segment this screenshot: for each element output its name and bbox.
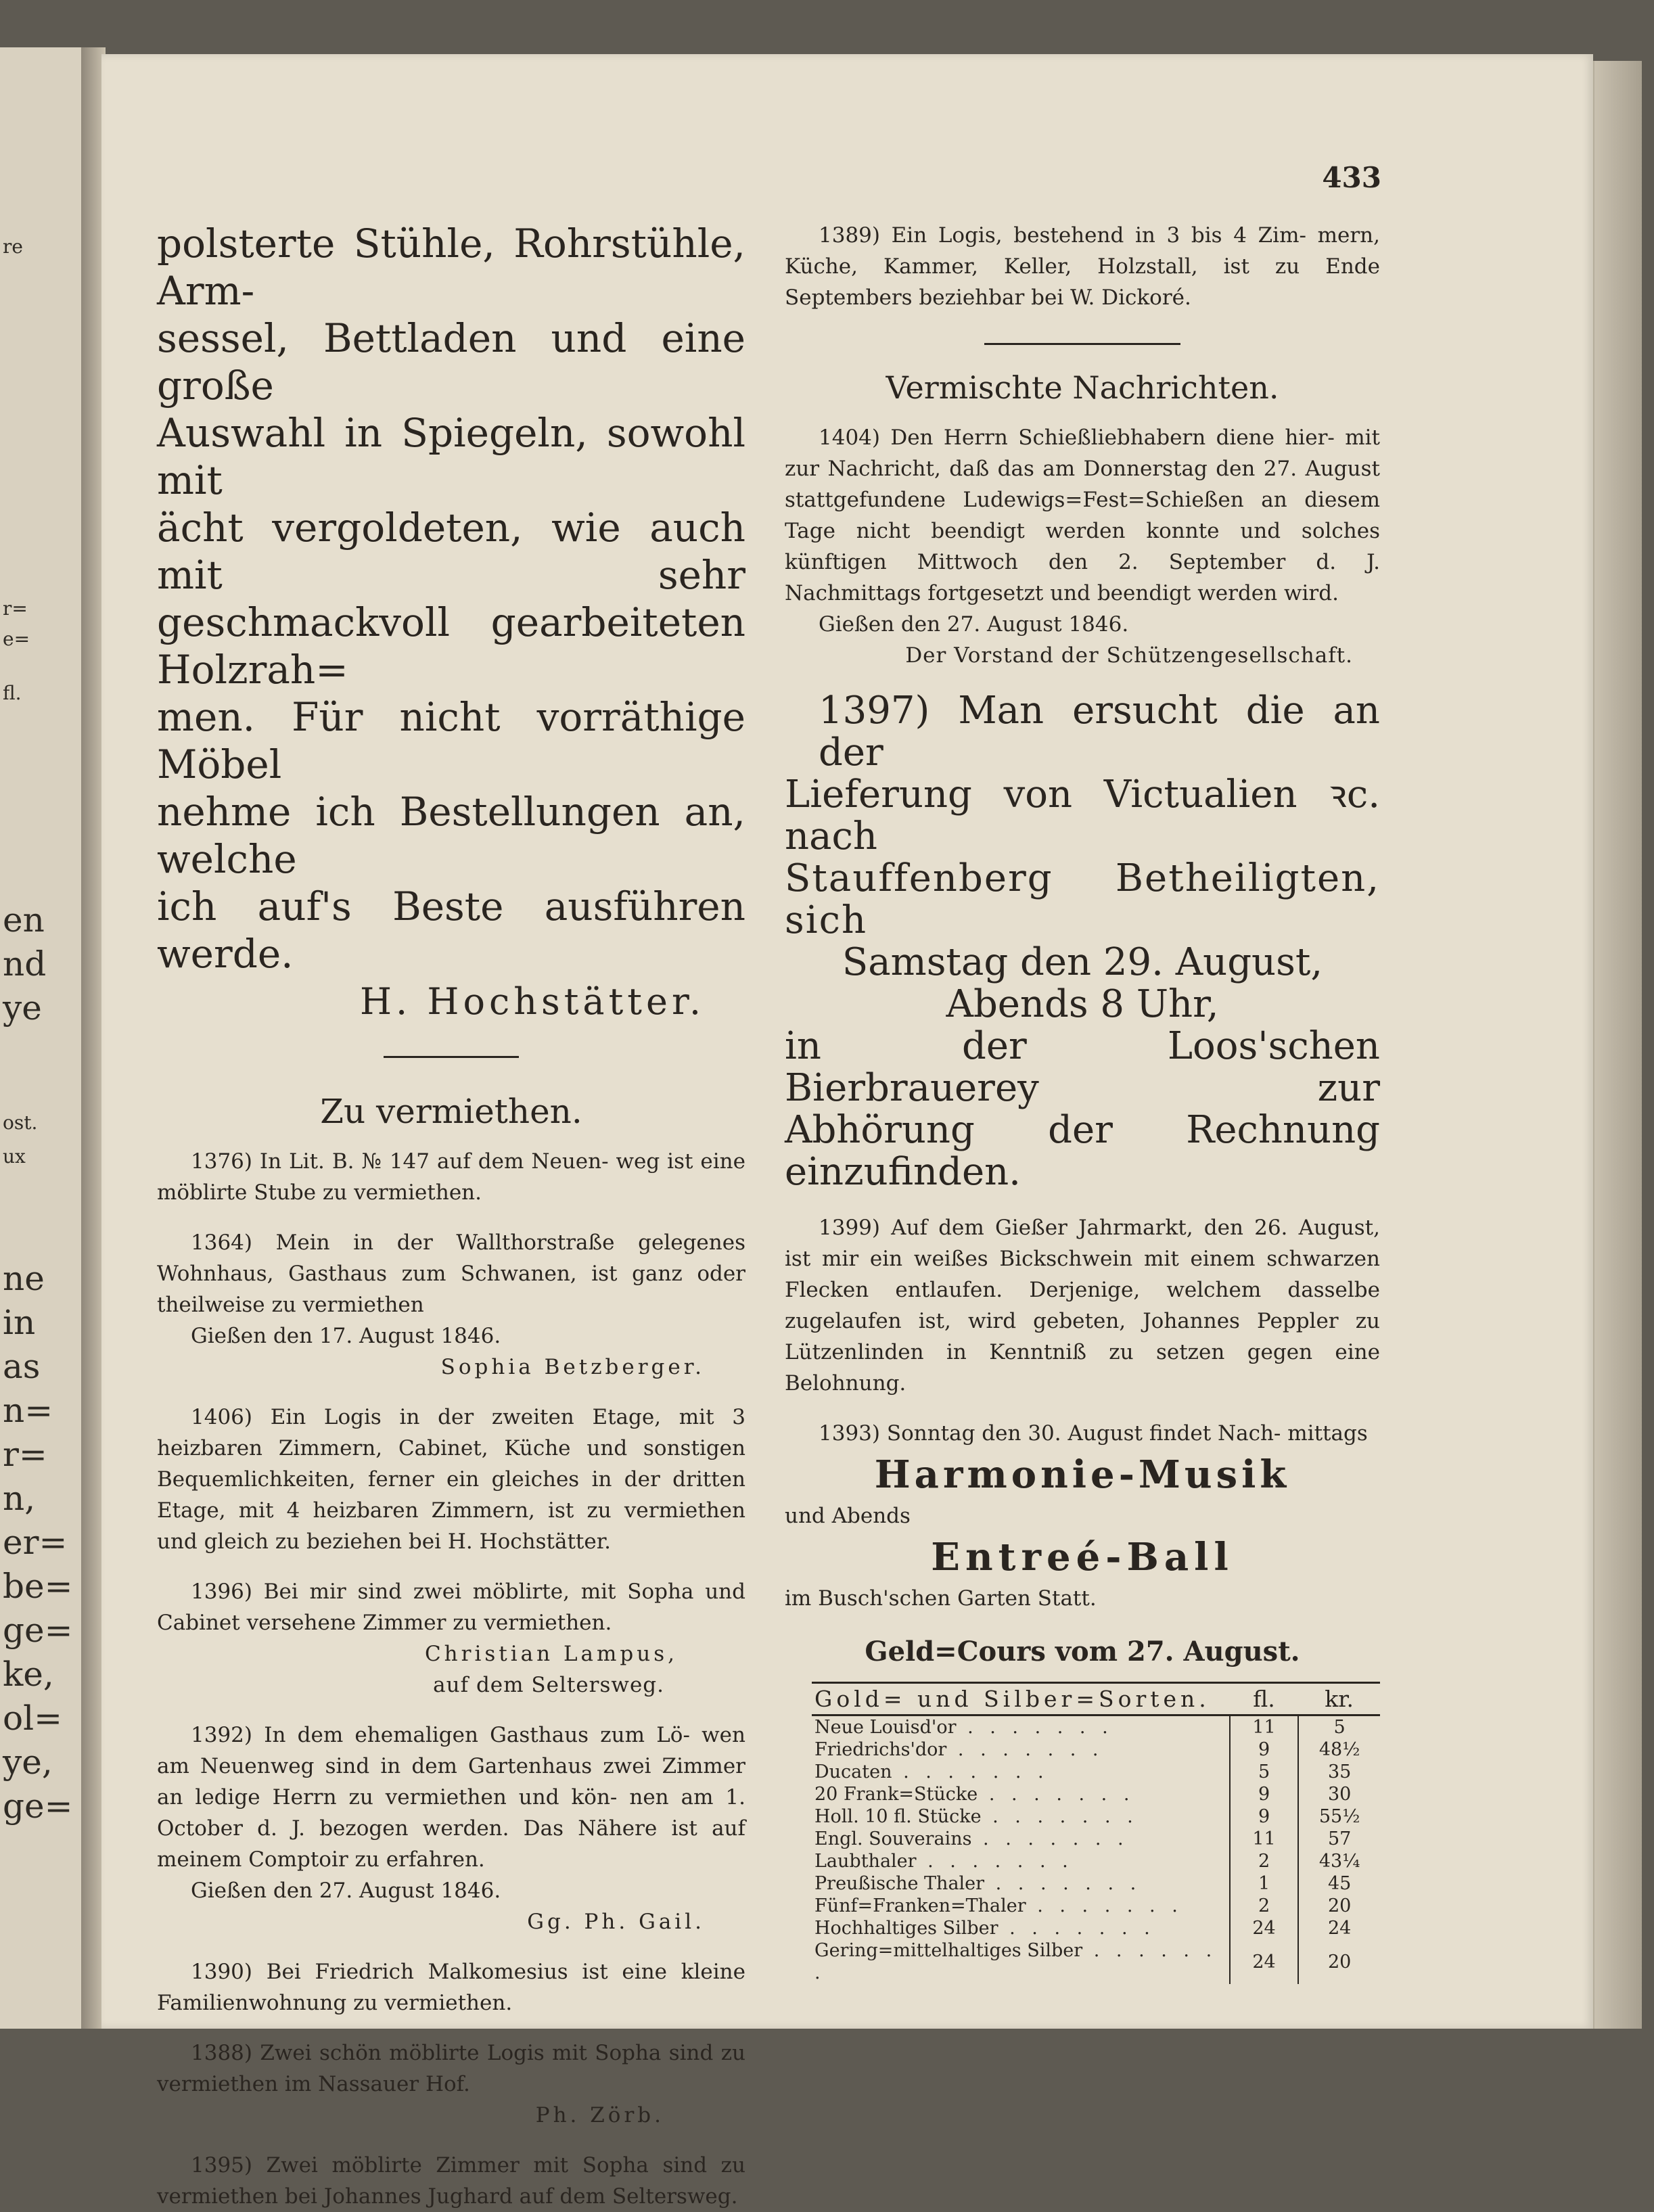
ad-1396-address: auf dem Seltersweg. [433, 1673, 664, 1697]
left-fragment: en [3, 900, 45, 940]
exchange-rates-body [812, 1715, 1380, 1985]
ad-1397-line: Abends 8 Uhr, [946, 982, 1219, 1026]
ad-1393-und-abends: und Abends [785, 1504, 911, 1528]
coin-name [812, 1828, 1230, 1850]
ad-1392-signature: Gg. Ph. Gail. [527, 1910, 705, 1934]
ad-1393-harmonie-musik: Harmonie-Musik [874, 1452, 1291, 1497]
value-fl: 2 [1230, 1850, 1298, 1872]
table-row [812, 1872, 1380, 1895]
table-row [812, 1828, 1380, 1850]
ad-1364-place-date: Gießen den 17. August 1846. [191, 1324, 501, 1348]
furniture-line: ich auf's Beste ausführen werde. [157, 883, 745, 977]
left-fragment: ne [3, 1259, 45, 1298]
furniture-line: men. Für nicht vorräthige Möbel [157, 694, 745, 787]
left-fragment: nd [3, 944, 47, 984]
left-fragment: r= [3, 597, 28, 620]
furniture-line: Auswahl in Spiegeln, sowohl mit [157, 410, 745, 503]
leader-dots: . . . . . . . [1026, 1895, 1183, 1916]
leader-dots: . . . . . . . [984, 1873, 1142, 1894]
value-kr: 57 [1327, 1828, 1352, 1849]
ad-1393-entree-ball: Entreé-Ball [931, 1535, 1234, 1580]
ad-1396: 1396) Bei mir sind zwei möblirte, mit Sopha und Cabinet versehene Zimmer zu vermiethen. [157, 1580, 745, 1635]
left-fragment: ye, [3, 1743, 53, 1782]
coin-name-text: 20 Frank=Stücke [814, 1784, 978, 1805]
left-column [157, 220, 745, 2212]
ad-1396-signature: Christian Lampus, [424, 1642, 678, 1666]
furniture-line: ächt vergoldeten, wie auch mit sehr [157, 505, 745, 598]
exchange-rates-table [812, 1682, 1380, 1984]
value-fl: 24 [1230, 1939, 1298, 1984]
ad-1389: 1389) Ein Logis, bestehend in 3 bis 4 Zim- mern, Küche, Kammer, Keller, Holzstall, ist zu Ende Septembers beziehbar bei W. Dickoré. [785, 223, 1380, 310]
value-kr: 5 [1333, 1717, 1346, 1738]
value-fl: 1 [1230, 1872, 1298, 1895]
ad-1397-line: Lieferung von Victualien ꝛc. nach [785, 773, 1380, 858]
left-fragment: e= [3, 628, 30, 650]
coin-name-text: Engl. Souverains [814, 1828, 972, 1849]
coin-name [812, 1715, 1230, 1739]
table-row [812, 1805, 1380, 1828]
ad-1397-line: Abhörung der Rechnung einzufinden. [785, 1108, 1380, 1194]
coin-name-text: Preußische Thaler [814, 1873, 985, 1894]
ad-1388-signature: Ph. Zörb. [535, 2103, 664, 2127]
value-kr: 45 [1327, 1873, 1352, 1894]
left-fragment: ge= [3, 1787, 73, 1826]
value-fl: 9 [1230, 1805, 1298, 1828]
value-kr: 20 [1327, 1895, 1352, 1916]
left-fragment: be= [3, 1567, 73, 1606]
value-kr: 30 [1327, 1784, 1352, 1805]
value-kr: 43¼ [1318, 1851, 1360, 1872]
leader-dots: . . . . . . . [916, 1851, 1074, 1872]
ad-1404: 1404) Den Herrn Schießliebhabern diene hier- mit zur Nachricht, daß das am Donnerstag den 27. August stattgefundene Ludewigs=Fest=Schießen an diesem Tage nicht beendigt werden konnte und solches künftigen Mittwoch den 2. September d. J. Nachmittags fortgesetzt und beendigt werden wird. [785, 425, 1380, 605]
table-row [812, 1917, 1380, 1939]
value-fl: 5 [1230, 1761, 1298, 1783]
ad-1404-signature: Der Vorstand der Schützengesellschaft. [905, 643, 1353, 668]
table-row [812, 1783, 1380, 1805]
page-stack-edge [1593, 61, 1642, 2029]
table-header-row [812, 1683, 1380, 1715]
ad-1397-line: Samstag den 29. August, [842, 940, 1323, 984]
ad-1393-end: im Busch'schen Garten Statt. [785, 1586, 1097, 1611]
table-row [812, 1761, 1380, 1783]
section-heading-vermischte-nachrichten: Vermischte Nachrichten. [886, 369, 1279, 406]
coin-name-text: Ducaten [814, 1761, 892, 1782]
coin-name-text: Friedrichs'dor [814, 1739, 947, 1760]
leader-dots: . . . . . . . [998, 1918, 1155, 1939]
furniture-line: polsterte Stühle, Rohrstühle, Arm- [157, 221, 745, 314]
value-kr: 48½ [1318, 1739, 1360, 1760]
left-fragment: ol= [3, 1699, 62, 1738]
coin-name [812, 1917, 1230, 1939]
ad-1397-line: Stauffenberg Betheiligten, sich [785, 856, 1380, 942]
left-fragment: ge= [3, 1611, 73, 1650]
coin-name [812, 1738, 1230, 1761]
ad-1393-intro: 1393) Sonntag den 30. August findet Nach- mittags [819, 1421, 1368, 1446]
coin-name [812, 1783, 1230, 1805]
value-fl: 11 [1230, 1715, 1298, 1739]
left-fragment: n, [3, 1479, 36, 1518]
left-fragment: in [3, 1303, 36, 1342]
ad-1404-place-date: Gießen den 27. August 1846. [819, 612, 1129, 637]
value-fl: 11 [1230, 1828, 1298, 1850]
ad-1397 [785, 690, 1380, 1193]
ad-1364-signature: Sophia Betzberger. [440, 1355, 705, 1379]
ad-1364: 1364) Mein in der Wallthorstraße gelegenes Wohnhaus, Gasthaus zum Schwanen, ist ganz oder theilweise zu vermiethen [157, 1230, 745, 1317]
table-row [812, 1850, 1380, 1872]
coin-name [812, 1850, 1230, 1872]
leader-dots: . . . . . . . [981, 1806, 1139, 1827]
ad-1397-line: in der Loos'schen Bierbrauerey zur [785, 1024, 1380, 1110]
section-heading-zu-vermiethen: Zu vermiethen. [320, 1092, 582, 1131]
coin-name-text: Neue Louisd'or [814, 1717, 957, 1738]
furniture-line: sessel, Bettladen und eine große [157, 315, 745, 409]
left-fragment: ye [3, 988, 42, 1028]
table-row [812, 1715, 1380, 1739]
ad-1395: 1395) Zwei möblirte Zimmer mit Sopha sind zu vermiethen bei Johannes Jughard auf dem Seltersweg. [157, 2153, 745, 2209]
exchange-rates-title: Geld=Cours vom 27. August. [865, 1636, 1300, 1667]
furniture-ad [157, 220, 745, 1026]
leader-dots: . . . . . . . [892, 1761, 1049, 1782]
leader-dots: . . . . . . . [946, 1739, 1104, 1760]
ad-1399: 1399) Auf dem Gießer Jahrmarkt, den 26. August, ist mir ein weißes Bickschwein mit einem schwarzen Flecken entlaufen. Derjenige, welchem dasselbe zugelaufen ist, wird gebeten, Johannes Peppler zu Lützenlinden in Kenntniß zu setzen gegen eine Belohnung. [785, 1216, 1380, 1396]
value-fl: 24 [1230, 1917, 1298, 1939]
ad-1376: 1376) In Lit. B. № 147 auf dem Neuen- weg ist eine möblirte Stube zu vermiethen. [157, 1149, 745, 1205]
coin-name-text: Holl. 10 fl. Stücke [814, 1806, 982, 1827]
right-column [785, 220, 1380, 1984]
ad-1397-line: 1397) Man ersucht die an der [819, 689, 1380, 775]
value-kr: 20 [1327, 1951, 1352, 1973]
furniture-line: geschmackvoll gearbeiteten Holzrah= [157, 599, 745, 693]
left-fragment: n= [3, 1391, 53, 1430]
ad-1392-place-date: Gießen den 27. August 1846. [191, 1879, 501, 1903]
coin-name [812, 1939, 1230, 1984]
left-fragment: ke, [3, 1655, 54, 1694]
table-row [812, 1738, 1380, 1761]
coin-name-text: Laubthaler [814, 1851, 917, 1872]
coin-name [812, 1761, 1230, 1783]
value-kr: 35 [1327, 1761, 1352, 1782]
value-fl: 2 [1230, 1895, 1298, 1917]
value-kr: 55½ [1318, 1806, 1360, 1827]
column-header-kr: kr. [1298, 1683, 1380, 1715]
left-fragment: ost. [3, 1111, 38, 1134]
coin-name-text: Fünf=Franken=Thaler [814, 1895, 1026, 1916]
value-kr: 24 [1327, 1918, 1352, 1939]
column-header-fl: fl. [1230, 1683, 1298, 1715]
table-row [812, 1939, 1380, 1984]
leader-dots: . . . . . . . [814, 1940, 1218, 1983]
previous-page-edge [0, 47, 83, 2029]
ad-1392: 1392) In dem ehemaligen Gasthaus zum Lö- wen am Neuenweg sind in dem Gartenhaus zwei Zimmer an ledige Herrn zu vermiethen und kön- nen am 1. October d. J. bezogen werden. Das Nähere ist auf meinem Comptoir zu erfahren. [157, 1723, 745, 1872]
coin-name-text: Gering=mittelhaltiges Silber [814, 1940, 1083, 1961]
ad-1390: 1390) Bei Friedrich Malkomesius ist eine kleine Familienwohnung zu vermiethen. [157, 1960, 745, 2015]
coin-name-text: Hochhaltiges Silber [814, 1918, 998, 1939]
left-fragment: er= [3, 1523, 68, 1562]
table-row [812, 1895, 1380, 1917]
furniture-line: nehme ich Bestellungen an, welche [157, 789, 745, 882]
value-fl: 9 [1230, 1738, 1298, 1761]
coin-name [812, 1895, 1230, 1917]
leader-dots: . . . . . . . [978, 1784, 1135, 1805]
left-fragment: fl. [3, 682, 22, 704]
ad-1388: 1388) Zwei schön möblirte Logis mit Sopha sind zu vermiethen im Nassauer Hof. [157, 2041, 745, 2096]
left-fragment: r= [3, 1435, 47, 1474]
leader-dots: . . . . . . . [971, 1828, 1129, 1849]
furniture-signature: H. Hochstätter. [359, 980, 705, 1023]
coin-name [812, 1805, 1230, 1828]
ad-1406: 1406) Ein Logis in der zweiten Etage, mit 3 heizbaren Zimmern, Cabinet, Küche und sonstigen Bequemlichkeiten, ferner ein gleiches in der dritten Etage, mit 4 heizbaren Zimmern, ist zu vermiethen und gleich zu beziehen bei H. Hochstätter. [157, 1405, 745, 1554]
left-fragment: as [3, 1347, 41, 1386]
left-fragment: re [3, 235, 23, 258]
column-header-sorts: Gold= und Silber=Sorten. [812, 1683, 1230, 1715]
coin-name [812, 1872, 1230, 1895]
value-fl: 9 [1230, 1783, 1298, 1805]
left-fragment: ux [3, 1145, 26, 1168]
leader-dots: . . . . . . . [956, 1717, 1113, 1738]
page-number: 433 [1322, 161, 1381, 194]
